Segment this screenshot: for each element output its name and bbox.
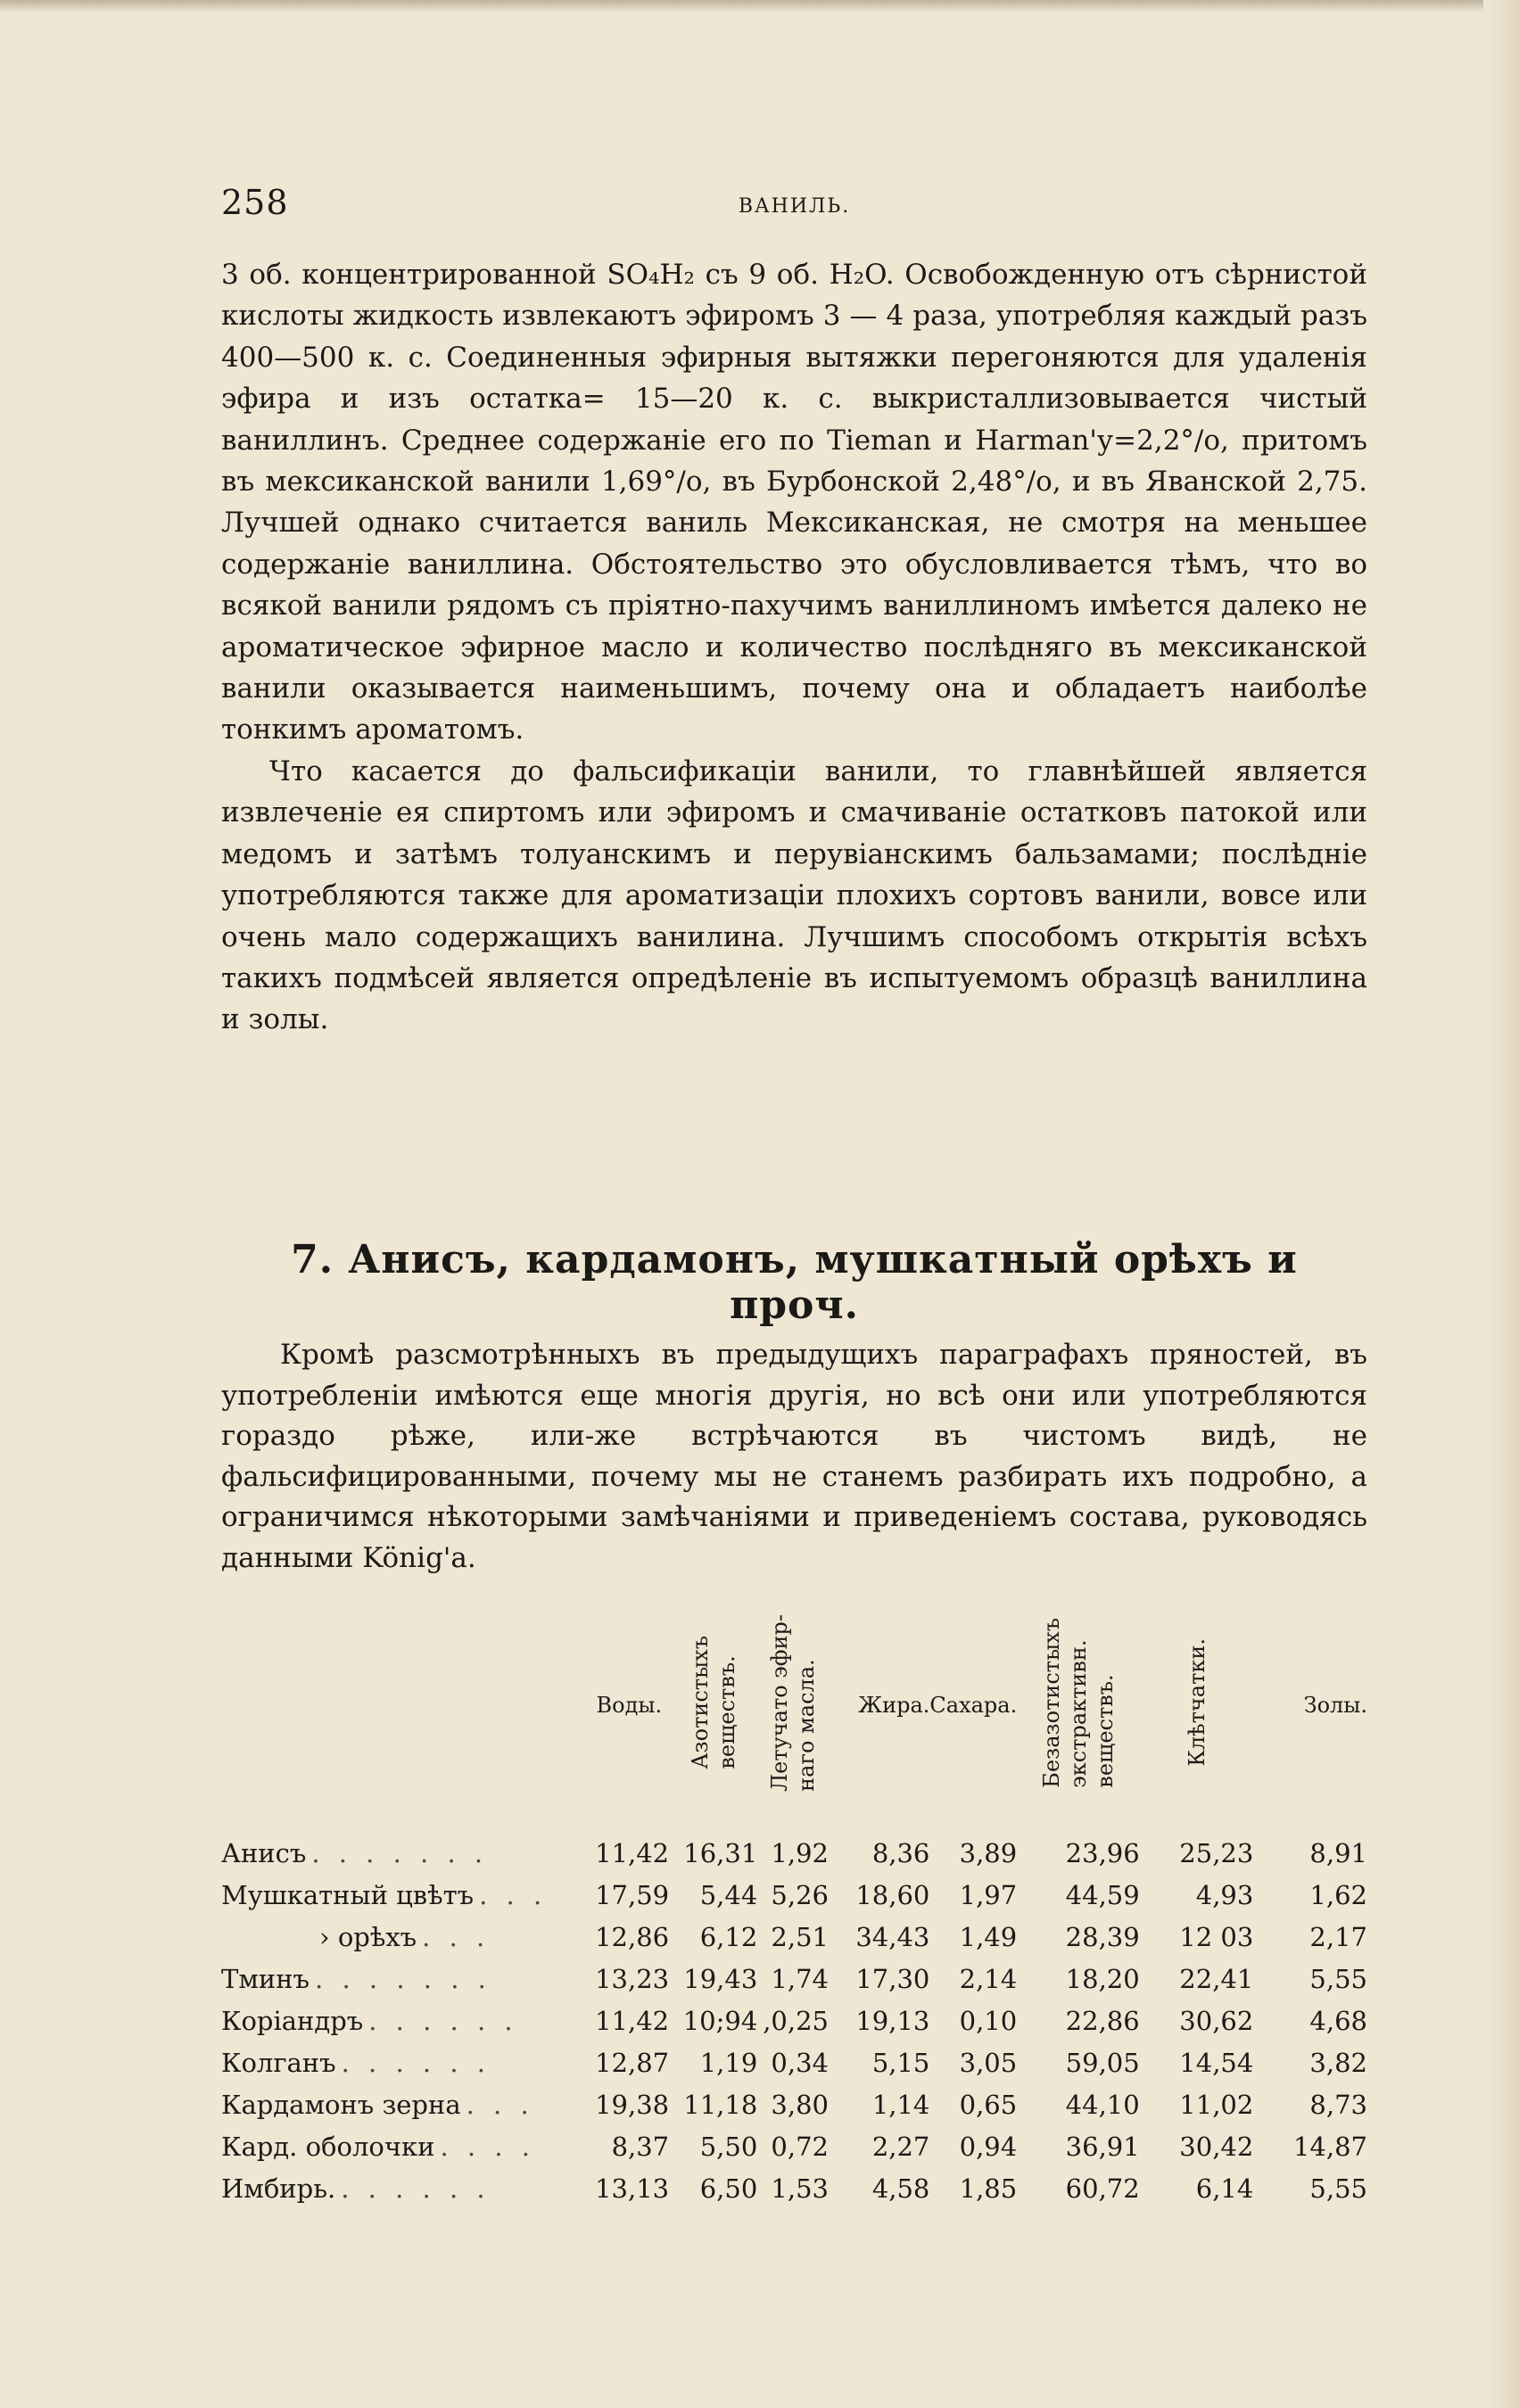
cell-extract: 18,20	[1065, 1963, 1140, 1994]
row-name: › орѣхъ	[319, 1921, 417, 1952]
cell-ash: 8,73	[1309, 2089, 1367, 2120]
row-leader: . . . . . .	[368, 2005, 518, 2036]
cell-water: 12,87	[595, 2047, 670, 2078]
table-row	[221, 2125, 1367, 2167]
cell-nitrogen: 19,43	[683, 1963, 758, 1994]
cell-water: 11,42	[595, 2005, 670, 2036]
cell-fat: 5,15	[871, 2047, 930, 2078]
cell-ash: 5,55	[1309, 2173, 1367, 2204]
row-name: Коріандръ	[221, 2005, 364, 2036]
cell-ash: 5,55	[1309, 1963, 1367, 1994]
cell-extract: 59,05	[1065, 2047, 1140, 2078]
cell-water: 19,38	[595, 2089, 670, 2120]
row-leader: . . .	[466, 2089, 534, 2120]
cell-sugar: 3,89	[959, 1837, 1018, 1868]
cell-extract: 22,86	[1065, 2005, 1140, 2036]
row-leader: . . .	[479, 1879, 548, 1910]
cell-sugar: 0,65	[959, 2089, 1018, 2120]
header-name	[221, 1598, 576, 1812]
cell-ash: 4,68	[1309, 2005, 1367, 2036]
table-row	[221, 1812, 1367, 1874]
row-name: Кард. оболочки	[221, 2131, 435, 2162]
cell-nitrogen: 16,31	[683, 1837, 758, 1868]
row-name: Кардамонъ зерна	[221, 2089, 461, 2120]
cell-extract: 28,39	[1065, 1921, 1140, 1952]
cell-extract: 23,96	[1065, 1837, 1140, 1868]
page-top-shadow	[0, 0, 1519, 12]
cell-oil: 1,74	[771, 1963, 829, 1994]
composition-table	[221, 1598, 1367, 2209]
cell-fiber: 6,14	[1195, 2173, 1254, 2204]
cell-sugar: 0,94	[959, 2131, 1018, 2162]
table-row	[221, 1916, 1367, 1958]
header-fat: Жира.	[858, 1693, 930, 1718]
cell-oil: 1,92	[771, 1837, 829, 1868]
cell-oil: 2,51	[771, 1921, 829, 1952]
cell-fiber: 30,42	[1179, 2131, 1254, 2162]
cell-fiber: 22,41	[1179, 1963, 1254, 1994]
header-extract: Безазотистыхъ экстрактивн. веществъ.	[1038, 1617, 1118, 1788]
running-title: ВАНИЛЬ.	[738, 195, 851, 218]
cell-water: 17,59	[595, 1879, 670, 1910]
cell-nitrogen: 6,12	[699, 1921, 758, 1952]
cell-fat: 19,13	[855, 2005, 930, 2036]
cell-nitrogen: 6,50	[699, 2173, 758, 2204]
cell-water: 13,13	[595, 2173, 670, 2204]
cell-sugar: 1,97	[959, 1879, 1018, 1910]
header-ash: Золы.	[1303, 1693, 1367, 1718]
table-header-row	[221, 1598, 1367, 1812]
paragraph: Что касается до фальсификаціи ванили, то главнѣйшей является извлеченіе ея спиртомъ или эфиромъ и смачиваніе остатковъ патокой или медомъ и затѣмъ толуанскимъ и перувіанскимъ бальзамами; послѣдніе употребляются также для ароматизаціи плохихъ сортовъ ванили, вовсе или очень мало содержащихъ ванилина. Лучшимъ способомъ открытія всѣхъ такихъ подмѣсей является опредѣленіе въ испытуемомъ образцѣ ваниллина и золы.	[221, 755, 1367, 1036]
paragraph: Кромѣ разсмотрѣнныхъ въ предыдущихъ параграфахъ пряностей, въ употребленіи имѣются еще многія другія, но всѣ они или употребляются гораздо рѣже, или-же встрѣчаются въ чистомъ видѣ, не фальсифицированными, почему мы не станемъ разбирать ихъ подробно, а ограничимся нѣкоторыми замѣчаніями и приведеніемъ состава, руководясь данными König'a.	[221, 1339, 1367, 1574]
cell-extract: 60,72	[1065, 2173, 1140, 2204]
cell-fat: 34,43	[855, 1921, 930, 1952]
table-row	[221, 1874, 1367, 1916]
cell-oil: 0,34	[771, 2047, 829, 2078]
cell-fat: 1,14	[871, 2089, 930, 2120]
cell-fat: 18,60	[855, 1879, 930, 1910]
row-leader: . . . .	[440, 2131, 536, 2162]
cell-extract: 44,59	[1065, 1879, 1140, 1910]
table-row	[221, 2083, 1367, 2125]
cell-nitrogen: 10;94	[682, 2005, 758, 2036]
table-row	[221, 2167, 1367, 2209]
header-water: Воды.	[596, 1693, 663, 1718]
cell-oil: 1,53	[771, 2173, 829, 2204]
section-intro	[221, 1335, 1367, 1579]
cell-sugar: 1,85	[959, 2173, 1018, 2204]
page-header	[221, 183, 1367, 236]
cell-fat: 4,58	[871, 2173, 930, 2204]
row-leader: . . . . . . .	[311, 1837, 489, 1868]
cell-nitrogen: 1,19	[699, 2047, 758, 2078]
table-row	[221, 2041, 1367, 2083]
cell-water: 13,23	[595, 1963, 670, 1994]
row-name: Мушкатный цвѣтъ	[221, 1879, 475, 1910]
cell-sugar: 2,14	[959, 1963, 1018, 1994]
row-name: Тминъ	[221, 1963, 310, 1994]
cell-oil: 3,80	[771, 2089, 829, 2120]
cell-oil: 5,26	[771, 1879, 829, 1910]
cell-fiber: 25,23	[1179, 1837, 1254, 1868]
header-sugar: Сахара.	[929, 1693, 1018, 1718]
cell-ash: 1,62	[1309, 1879, 1367, 1910]
page-edge-shadow	[1483, 0, 1519, 2408]
cell-fat: 17,30	[855, 1963, 930, 1994]
cell-nitrogen: 5,44	[699, 1879, 758, 1910]
header-fiber: Клѣтчатки.	[1184, 1638, 1209, 1767]
cell-nitrogen: 11,18	[683, 2089, 758, 2120]
row-leader: . . . . . . .	[315, 1963, 491, 1994]
cell-ash: 14,87	[1292, 2131, 1367, 2162]
cell-nitrogen: 5,50	[699, 2131, 758, 2162]
cell-fat: 2,27	[871, 2131, 930, 2162]
table-row	[221, 1958, 1367, 2000]
row-name: Имбирь.	[221, 2173, 336, 2204]
cell-fiber: 11,02	[1179, 2089, 1254, 2120]
cell-water: 12,86	[595, 1921, 670, 1952]
cell-fiber: 4,93	[1195, 1879, 1254, 1910]
row-name: Колганъ	[221, 2047, 336, 2078]
cell-sugar: 0,10	[959, 2005, 1018, 2036]
row-name: Анисъ	[221, 1837, 307, 1868]
cell-extract: 44,10	[1065, 2089, 1140, 2120]
cell-sugar: 3,05	[959, 2047, 1018, 2078]
cell-fiber: 30,62	[1179, 2005, 1254, 2036]
row-leader: . . . . . .	[341, 2173, 491, 2204]
cell-oil: 0,72	[771, 2131, 829, 2162]
header-nitrogen: Азотистыхъ веществъ.	[687, 1636, 739, 1769]
paragraph: 3 об. концентрированной SO₄H₂ съ 9 об. H₂O. Освобожденную отъ сѣрнистой кислоты жидкость извлекаютъ эфиромъ 3 — 4 раза, употребляя каждый разъ 400—500 к. с. Соединенныя эфирныя вытяжки перегоняются для удаленія эфира и изъ остатка= 15—20 к. с. выкристаллизовывается чистый ваниллинъ. Среднее содержаніе его по Tieman и Harman'у=2,2°/о, притомъ въ мексиканской ванили 1,69°/о, въ Бурбонской 2,48°/о, и въ Яванской 2,75. Лучшей однако считается ваниль Мексиканская, не смотря на меньшее содержаніе ваниллина. Обстоятельство это обусловливается тѣмъ, что во всякой ванили рядомъ съ пріятно-пахучимъ ваниллиномъ имѣется далеко не ароматическое эфирное масло и количество послѣдняго въ мексиканской ванили оказывается наименьшимъ, почему она и обладаетъ наиболѣе тонкимъ ароматомъ.	[221, 259, 1367, 746]
cell-fiber: 12 03	[1179, 1921, 1254, 1952]
cell-ash: 2,17	[1309, 1921, 1367, 1952]
cell-fat: 8,36	[871, 1837, 930, 1868]
section-heading: 7. Анисъ, кардамонъ, мушкатный орѣхъ и проч.	[291, 1237, 1298, 1328]
cell-ash: 8,91	[1309, 1837, 1367, 1868]
cell-water: 8,37	[611, 2131, 670, 2162]
row-leader: . . .	[422, 1921, 491, 1952]
cell-water: 11,42	[595, 1837, 670, 1868]
table-row	[221, 2000, 1367, 2041]
page-number: 258	[221, 183, 289, 222]
cell-fiber: 14,54	[1179, 2047, 1254, 2078]
cell-extract: 36,91	[1065, 2131, 1140, 2162]
row-leader: . . . . . .	[341, 2047, 491, 2078]
cell-ash: 3,82	[1309, 2047, 1367, 2078]
body-text	[221, 254, 1367, 1041]
cell-oil: ,0,25	[763, 2005, 829, 2036]
header-oil: Летучато эфир- наго масла.	[767, 1613, 820, 1792]
cell-sugar: 1,49	[959, 1921, 1018, 1952]
